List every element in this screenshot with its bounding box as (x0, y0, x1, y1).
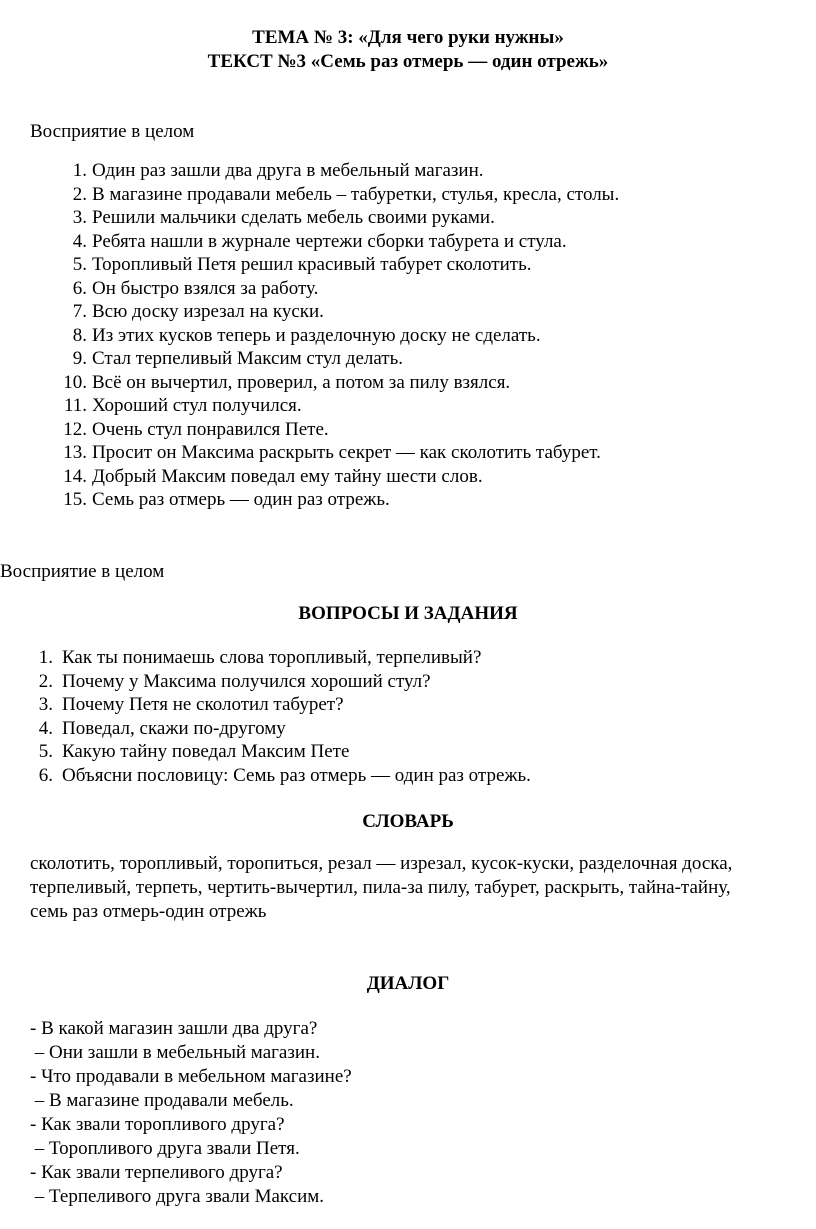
list-item-text: Почему у Максима получился хороший стул? (62, 670, 431, 692)
list-item-number: 2. (72, 183, 87, 205)
perception-heading-2: Восприятие в целом (0, 561, 165, 582)
dialog-line: - В какой магазин зашли два друга? (30, 1018, 318, 1039)
dialog-line: – Терпеливого друга звали Максим. (30, 1186, 325, 1207)
list-item-number: 5. (38, 741, 53, 762)
dictionary-line: сколотить, торопливый, торопиться, резал — изрезал, кусок-куски, разделочная доска, (30, 853, 733, 874)
list-item-number: 3. (72, 207, 87, 228)
list-item-number: 4. (72, 230, 87, 252)
dictionary-line: терпеливый, терпеть, чертить-вычертил, пила-за пилу, табурет, раскрыть, тайна-тайну, (30, 877, 731, 898)
questions-heading: ВОПРОСЫ И ЗАДАНИЯ (298, 603, 518, 624)
list-item-text: Очень стул понравился Пете. (92, 418, 329, 440)
dialog-heading: ДИАЛОГ (366, 973, 450, 994)
list-item-number: 11. (63, 395, 87, 416)
list-item-text: Семь раз отмерь — один раз отрежь. (92, 489, 390, 510)
dialog-line: - Что продавали в мебельном магазине? (30, 1066, 352, 1087)
list-item-text: Хороший стул получился. (92, 395, 302, 416)
list-item-text: Стал терпеливый Максим стул делать. (92, 348, 404, 369)
list-item-number: 4. (38, 717, 53, 739)
list-item-text: Просит он Максима раскрыть секрет — как сколотить табурет. (92, 442, 601, 463)
list-item-text: Добрый Максим поведал ему тайну шести слов. (92, 465, 483, 487)
list-item-number: 1. (72, 160, 87, 181)
list-item-text: Поведал, скажи по-другому (62, 717, 286, 739)
dialog-line: – В магазине продавали мебель. (30, 1090, 294, 1111)
list-item-text: Один раз зашли два друга в мебельный магазин. (92, 160, 484, 181)
list-item-text: Почему Петя не сколотил табурет? (62, 694, 344, 715)
list-item-text: Как ты понимаешь слова торопливый, терпеливый? (62, 647, 482, 668)
dictionary-heading: СЛОВАРЬ (362, 811, 454, 832)
list-item-text: Из этих кусков теперь и разделочную доску не сделать. (92, 324, 541, 346)
perception-heading-1: Восприятие в целом (30, 121, 195, 142)
list-item-text: В магазине продавали мебель – табуретки, стулья, кресла, столы. (92, 183, 620, 205)
dialog-line: - Как звали терпеливого друга? (30, 1162, 283, 1183)
list-item-text: Какую тайну поведал Максим Пете (62, 741, 350, 762)
list-item-text: Он быстро взялся за работу. (92, 277, 319, 299)
list-item-text: Всё он вычертил, проверил, а потом за пилу взялся. (92, 371, 511, 393)
list-item-number: 6. (38, 764, 53, 786)
list-item-text: Всю доску изрезал на куски. (92, 301, 324, 322)
list-item-number: 13. (63, 442, 87, 463)
dialog-line: - Как звали торопливого друга? (30, 1114, 285, 1135)
theme-title: ТЕМА № 3: «Для чего руки нужны» (252, 27, 564, 48)
list-item-number: 6. (72, 277, 87, 299)
dialog-line: – Они зашли в мебельный магазин. (30, 1042, 320, 1063)
list-item-number: 14. (63, 465, 87, 487)
text-title: ТЕКСТ №3 «Семь раз отмерь — один отрежь» (207, 51, 609, 72)
list-item-number: 12. (63, 418, 87, 440)
list-item-number: 7. (72, 301, 87, 322)
list-item-number: 2. (38, 670, 53, 692)
dialog-line: – Торопливого друга звали Петя. (30, 1138, 300, 1159)
list-item-number: 15. (63, 489, 87, 510)
list-item-number: 10. (63, 371, 87, 393)
list-item-text: Торопливый Петя решил красивый табурет сколотить. (92, 254, 532, 275)
list-item-number: 3. (38, 694, 53, 715)
list-item-text: Решили мальчики сделать мебель своими руками. (92, 207, 495, 228)
list-item-number: 8. (72, 324, 87, 346)
dictionary-line: семь раз отмерь-один отрежь (30, 901, 267, 922)
list-item-number: 5. (72, 254, 87, 275)
list-item-number: 1. (38, 647, 53, 668)
list-item-text: Объясни пословицу: Семь раз отмерь — один раз отрежь. (62, 764, 531, 786)
list-item-text: Ребята нашли в журнале чертежи сборки табурета и стула. (92, 230, 567, 252)
list-item-number: 9. (72, 348, 87, 369)
